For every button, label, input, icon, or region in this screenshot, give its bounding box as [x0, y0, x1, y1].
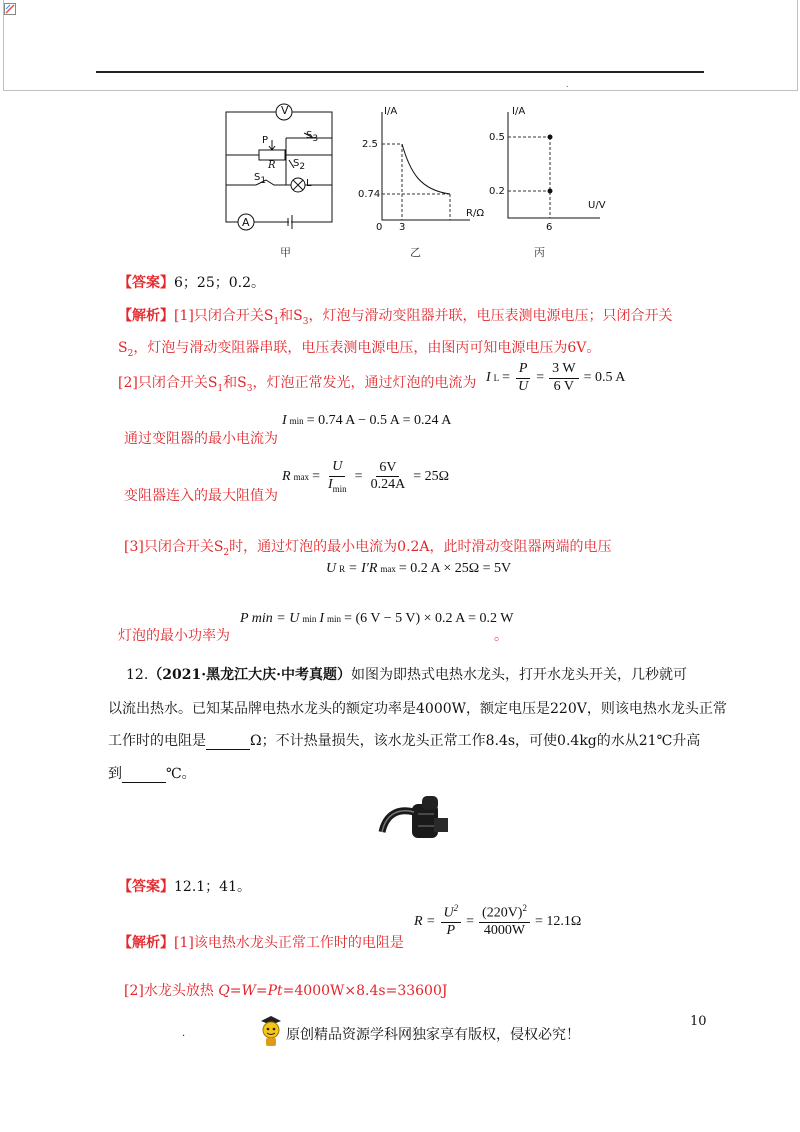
graph-bing-tick-0-5: 0.5 — [489, 132, 505, 143]
formula-lamp-current: I L = $\frac{P}{U}$ = $\frac{3 W}{6 V}$ = 0.5 A — [486, 361, 626, 394]
graph-yi-tick-3: 3 — [399, 222, 406, 233]
analysis-1-para-6: 灯泡的最小功率为 — [118, 628, 230, 644]
answer-blank-2[interactable] — [122, 768, 166, 783]
graph-bing-y-label: I/A — [512, 106, 526, 117]
answer-2: 【答案】12.1；41。 — [118, 879, 251, 895]
formula-min-power: P min = U min I min = (6 V − 5 V) × 0.2 A = 0.2 W — [240, 611, 514, 626]
answer-tag: 【答案】 — [118, 275, 174, 291]
analysis-1-para-3: 通过变阻器的最小电流为 — [124, 431, 278, 447]
formula-rheostat-voltage: U R = I′R max = 0.2 A × 25Ω = 5V — [326, 561, 512, 576]
graph-yi-tick-2-5: 2.5 — [362, 139, 378, 150]
circuit-diagram — [214, 100, 344, 240]
question-12-line-4: 到 ℃。 — [108, 766, 196, 782]
graph-bing-tick-6: 6 — [546, 222, 553, 233]
graph-yi-origin: 0 — [376, 222, 383, 233]
mascot-icon — [258, 1014, 284, 1048]
circuit-label-p: P — [262, 135, 269, 146]
formula-faucet-resistance: R = $\frac{U^2}{P}$ = $\frac{(220V)^2}{4000W}$ = 12.1Ω — [414, 903, 582, 939]
footer-copyright: 原创精品资源学科网独家享有版权，侵权必究！ — [286, 1027, 580, 1043]
figure-caption-jia: 甲 — [280, 246, 291, 259]
header-dot: . — [566, 80, 569, 89]
circuit-label-s1: $S_1$ — [254, 172, 267, 186]
analysis-1-para-4: 变阻器连入的最大阻值为 — [124, 488, 278, 504]
image-placeholder-icon — [4, 3, 16, 15]
graph-yi-tick-0-74: 0.74 — [358, 189, 381, 200]
header-rule — [96, 71, 704, 73]
page-header-frame — [3, 0, 798, 91]
formula-min-current: I min = 0.74 A − 0.5 A = 0.24 A — [282, 413, 452, 428]
analysis-1-para-5: [3]只闭合开关$S_2$时，通过灯泡的最小电流为0.2A，此时滑动变阻器两端的电压 — [124, 539, 612, 558]
analysis-tag: 【解析】 — [118, 308, 174, 324]
analysis-1-line-2: $S_2$，灯泡与滑动变阻器串联，电压表测电源电压，由图丙可知电源电压为6V。 — [118, 340, 601, 359]
circuit-label-s2: $S_2$ — [293, 158, 306, 172]
graph-yi-x-label: R/Ω — [466, 208, 484, 219]
faucet-image — [374, 790, 454, 846]
question-12-line-2: 以流出热水。已知某品牌电热水龙头的额定功率是4000W，额定电压是220V，则该电热水龙头正常 — [108, 701, 727, 717]
formula-max-resistance: R max = $\frac{U}{I_{min}}$ = $\frac{6V}{0.24A}$ = 25Ω — [282, 459, 449, 494]
analysis-1-line-1: 【解析】[1]只闭合开关$S_1$和$S_3$，灯泡与滑动变阻器并联，电压表测电源电压；只闭合开关 — [118, 308, 673, 327]
graph-yi-y-label: I/A — [384, 106, 398, 117]
answer-text: 6；25；0.2。 — [174, 275, 265, 291]
analysis-2-para-1: 【解析】[1]该电热水龙头正常工作时的电阻是 — [118, 935, 404, 951]
question-source: （2021·黑龙江大庆·中考真题） — [148, 667, 351, 683]
question-number: 12. — [126, 667, 149, 683]
answer-1 — [118, 272, 265, 292]
answer-blank-1[interactable] — [206, 735, 250, 750]
question-12-line-1: 12.（2021·黑龙江大庆·中考真题）如图为即热式电热水龙头，打开水龙头开关，几秒就可 — [126, 667, 687, 683]
circuit-label-l: L — [306, 178, 312, 189]
footer-dot: . — [182, 1028, 186, 1039]
figure-caption-bing: 丙 — [534, 246, 545, 259]
circuit-label-a: A — [242, 216, 250, 229]
rheostat — [259, 150, 285, 160]
circuit-label-v: V — [281, 104, 289, 117]
analysis-1-para-2: [2]只闭合开关$S_1$和$S_3$，灯泡正常发光，通过灯泡的电流为 — [118, 375, 477, 394]
page-number: 10 — [690, 1014, 707, 1029]
figure-caption-yi: 乙 — [410, 246, 421, 259]
question-12-line-3: 工作时的电阻是 Ω；不计热量损失，该水龙头正常工作8.4s，可使0.4kg的水从21℃升高 — [108, 733, 701, 749]
circuit-label-r: R — [268, 160, 276, 171]
graph-bing-tick-0-2: 0.2 — [489, 186, 505, 197]
analysis-2-para-2: [2]水龙头放热 Q=W=Pt=4000W×8.4s=33600J — [124, 983, 448, 999]
circuit-label-s3: $S_3$ — [306, 130, 319, 144]
analysis-1-para-6-end: 。 — [494, 628, 508, 644]
graph-bing-x-label: U/V — [588, 200, 606, 211]
